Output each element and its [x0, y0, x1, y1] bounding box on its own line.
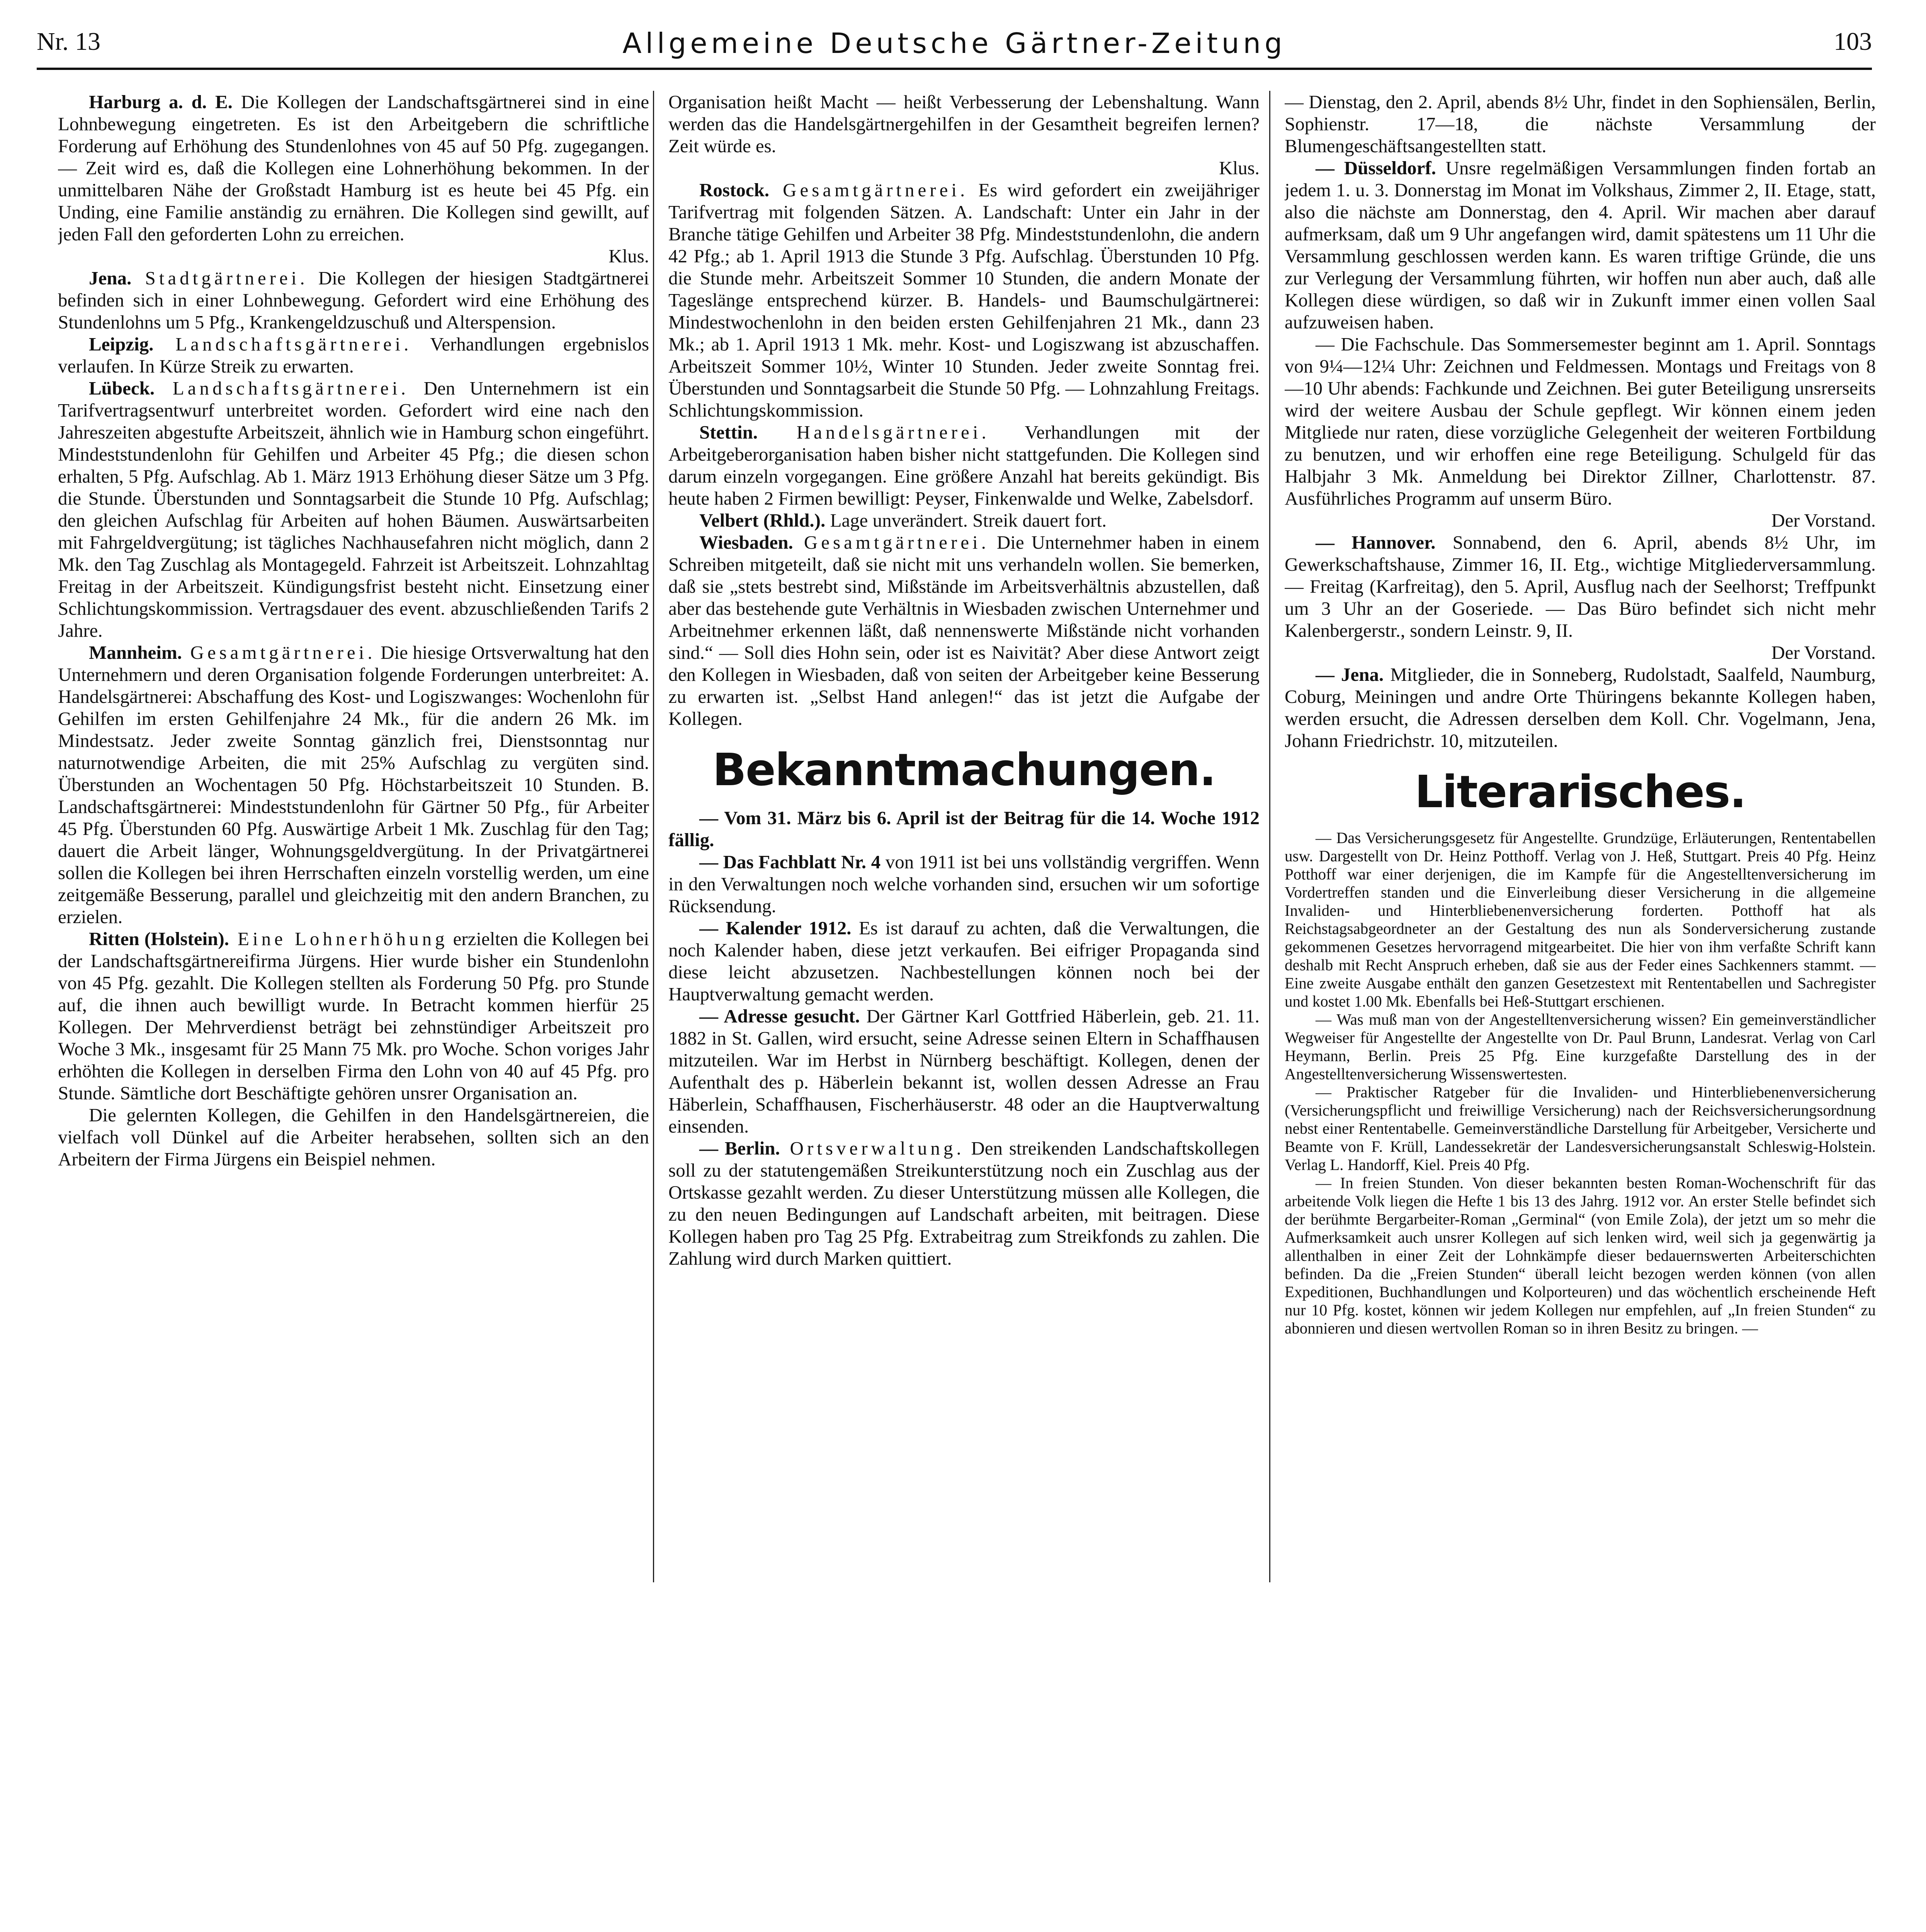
article-dateline: Mannheim.: [89, 642, 182, 663]
article-topic: Stadtgärtnerei.: [131, 267, 308, 289]
article-text: Die Unternehmer haben in einem Schreiben mitgeteilt, daß sie nicht mit uns verhandeln wollen. Sie bemerken, daß sie „stets bestrebt sind, Mißstände im Arbeitsverhältnis abzustellen, daß aber das bestehende gute Verhältnis in Wiesbaden zwischen Unternehmer und Arbeitnehmer erkennen läßt, daß nennenswerte Mißstände nicht vorhanden sind.“ — Soll dies Hohn sein, oder ist es Naivität? Aber diese Antwort zeigt den Kollegen in Wiesbaden, daß von seiten der Arbeitgeber keine Besserung zu erwarten ist. „Selbst Hand anlegen!“ das ist jetzt die Aufgabe der Kollegen.: [668, 532, 1260, 729]
article-text: Organisation heißt Macht — heißt Verbesserung der Lebenshaltung. Wann werden das die Handelsgärtnergehilfen in der Gesamtheit begreifen lernen? Zeit würde es.: [668, 91, 1260, 156]
column-3: [1285, 91, 1876, 1578]
article-text: — In freien Stunden. Von dieser bekannten besten Roman-Wochenschrift für das arbeitende Volk liegen die Hefte 1 bis 13 des Jahrg. 1912 vor. An erster Stelle befindet sich der berühmte Bergarbeiter-Roman „Germinal“ (von Emile Zola), der jetzt um so mehr die Aufmerksamkeit auch unsrer Kollegen auf sich lenken wird, weil sich ja gegenwärtig ja allenthalben in einer Zeit der Lohnkämpfe dieser bedauernswerten Arbeiterschichten befinden. Da die „Freien Stunden“ überall leicht bezogen werden können (von allen Expeditionen, Buchhandlungen und Kolporteuren) und das wöchentlich erscheinende Heft nur 10 Pfg. kostet, können wir jedem Kollegen nur empfehlen, auf „In freien Stunden“ zu abonnieren und diesen wertvollen Roman so in ihren Besitz zu bringen. —: [1285, 1174, 1876, 1337]
article-dateline: — Berlin.: [699, 1138, 780, 1159]
article-dateline: — Das Fachblatt Nr. 4: [699, 851, 881, 872]
article-dateline: — Kalender 1912.: [699, 917, 852, 939]
article-paragraph: [668, 509, 1260, 531]
newspaper-title: Allgemeine Deutsche Gärtner-Zeitung: [622, 27, 1286, 60]
column-1: [58, 91, 649, 1578]
column-3-articles: [1285, 91, 1876, 752]
article-dateline: Rostock.: [699, 179, 770, 201]
article-text: Der Gärtner Karl Gottfried Häberlein, geb. 21. 11. 1882 in St. Gallen, wird ersucht, seine Adresse seinen Eltern in Schaffhausen mitzuteilen. War im Herbst in Nürnberg beschäftigt. Kollegen, denen der Aufenthalt des p. Häberlein bekannt ist, wollen dessen Adresse an Frau Häberlein, Schaffhausen, Fischerhäuserstr. 48 oder an die Hauptverwaltung einsenden.: [668, 1005, 1260, 1137]
article-dateline: Velbert (Rhld.).: [699, 510, 826, 531]
article-dateline: — Düsseldorf.: [1316, 157, 1436, 179]
article-paragraph: [668, 531, 1260, 730]
article-paragraph: [668, 851, 1260, 917]
article-text: Die Kollegen der hiesigen Stadtgärtnerei befinden sich in einer Lohnbewegung. Gefordert wird eine Erhöhung des Stundenlohns um 5 Pfg., Krankengeldzuschuß und Alterspension.: [58, 267, 649, 333]
article-text: — Dienstag, den 2. April, abends 8½ Uhr, findet in den Sophiensälen, Berlin, Sophienstr. 17—18, die nächste Versammlung der Blumengeschäftsangestellten statt.: [1285, 91, 1876, 156]
article-paragraph: [1285, 91, 1876, 157]
article-dateline: — Adresse gesucht.: [699, 1005, 860, 1027]
article-paragraph: [58, 641, 649, 928]
article-dateline: — Jena.: [1316, 664, 1384, 685]
article-signature: Der Vorstand.: [1771, 510, 1876, 531]
article-topic: Gesamtgärtnerei.: [769, 179, 969, 201]
column-divider: [653, 91, 654, 1582]
article-dateline: Leipzig.: [89, 333, 154, 355]
article-topic: Eine Lohnerhöhung: [229, 928, 448, 949]
article-paragraph: [58, 267, 649, 333]
page-number: 103: [1834, 27, 1872, 56]
article-paragraph: [58, 1104, 649, 1170]
article-paragraph: [58, 91, 649, 245]
article-topic: Gesamtgärtnerei.: [793, 532, 989, 553]
article-text: Die Kollegen der Landschaftsgärtnerei sind in eine Lohnbewegung eingetreten. Es ist den Arbeitgebern die schriftliche Forderung auf Erhöhung des Stundenlohnes von 45 auf 50 Pfg. zugegangen. — Zeit wird es, daß die Kollegen eine Lohnerhöhung bekommen. In der unmittelbaren Nähe der Großstadt Hamburg ist es heute bei 45 Pfg. ein Unding, eine Familie anständig zu ernähren. Die Kollegen sind gewillt, auf jeden Fall den geforderten Lohn zu erreichen.: [58, 91, 649, 245]
article-dateline: Harburg a. d. E.: [89, 91, 233, 112]
article-text: Verhandlungen mit der Arbeitgeberorganisation haben bisher nicht stattgefunden. Die Kollegen sind darum einzeln vorgegangen. Eine größere Anzahl hat bereits gekündigt. Bis heute haben 2 Firmen bewilligt: Peyser, Finkenwalde und Welke, Zabelsdorf.: [668, 422, 1260, 509]
literarisches-list: [1285, 829, 1876, 1337]
article-text: Mitglieder, die in Sonneberg, Rudolstadt, Saalfeld, Naumburg, Coburg, Meiningen und andre Orte Thüringens bekannte Kollegen haben, werden ersucht, die Adressen derselben dem Koll. Chr. Vogelmann, Jena, Johann Friedrichstr. 10, mitzuteilen.: [1285, 664, 1876, 751]
column-divider: [1269, 91, 1270, 1582]
article-paragraph: [58, 377, 649, 641]
article-text: Verhandlungen ergebnislos verlaufen. In Kürze Streik zu erwarten.: [58, 333, 649, 377]
article-paragraph: [668, 179, 1260, 421]
article-paragraph: [58, 928, 649, 1104]
article-topic: Landschaftsgärtnerei.: [155, 378, 409, 399]
article-text: Die gelernten Kollegen, die Gehilfen in den Handelsgärtnereien, die vielfach voll Dünkel auf die Arbeiter herabsehen, sollten sich an den Arbeitern der Firma Jürgens ein Beispiel nehmen.: [58, 1104, 649, 1170]
article-paragraph: [668, 807, 1260, 851]
literarisches-heading: Literarisches.: [1414, 766, 1746, 818]
article-paragraph: [1285, 663, 1876, 752]
article-topic: Gesamtgärtnerei.: [182, 642, 376, 663]
article-paragraph: [1285, 333, 1876, 509]
article-paragraph: [668, 421, 1260, 509]
article-topic: Landschaftsgärtnerei.: [153, 333, 412, 355]
article-text: Es wird gefordert ein zweijähriger Tarifvertrag mit folgenden Sätzen. A. Landschaft: Unter ein Jahr in der Branche tätige Gehilfen und Arbeiter 38 Pfg. Mindeststundenlohn, die andern 42 Pfg.; ab 1. April 1913 die Stunde 3 Pfg. Aufschlag. Überstunden 10 Pfg. die Stunde mehr. Arbeitszeit Sommer 10 Stunden, die andern Monate der Tageslänge entsprechend kürzer. B. Handels- und Baumschulgärtnerei: Mindestwochenlohn in den beiden ersten Gehilfenjahren 21 Mk., dann 23 Mk.; ab 1. April 1913 1 Mk. mehr. Kost- und Logiszwang ist abzuschaffen. Arbeitszeit Sommer 10½, Winter 10 Stunden. Jeder zweite Sonntag frei. Überstunden und Sonntagsarbeit die Stunde 50 Pfg. — Lohnzahlung Freitags. Schlichtungskommission.: [668, 179, 1260, 421]
article-topic: Handelsgärtnerei.: [758, 422, 990, 443]
article-text: Unsre regelmäßigen Versammlungen finden fortab an jedem 1. u. 3. Donnerstag im Monat im Volkshaus, Zimmer 2, II. Etage, statt, also die nächste am Donnerstag, den 4. April. Wir machen aber darauf aufmerksam, daß um 9 Uhr angefangen wird, damit spätestens um 11 Uhr die Versammlung geschlossen werden kann. Es waren triftige Gründe, die uns zur Verlegung der Versammlung führten, wir hoffen nun aber auch, daß alle Kollegen diese würdigen, so daß wir in Zukunft immer einen vollen Saal aufzuweisen haben.: [1285, 157, 1876, 333]
article-text: — Das Versicherungsgesetz für Angestellte. Grundzüge, Erläuterungen, Rententabellen usw. Dargestellt von Dr. Heinz Potthoff. Verlag von J. Heß, Stuttgart. Preis 40 Pfg. Heinz Potthoff war einer derjenigen, die im Kampfe für die Angestelltenversicherung im Vordertreffen standen und die Einverleibung dieser Versicherung in die allgemeine Invaliden- und Hinterbliebenenversicherung forderten. Potthoff hat als Reichstagsabgeordneter an der Gestaltung des nun als Sonderversicherung zustande gekommenen Gesetzes hervorragend mitgearbeitet. Die hier von ihm verfaßte Schrift kann deshalb mit Recht Anspruch erheben, daß sie aus der Feder eines Sachkenners stammt. — Eine zweite Ausgabe enthält den ganzen Gesetzestext mit Rententabellen und Sachregister und kostet 1.00 Mk. Ebenfalls bei Heß-Stuttgart erschienen.: [1285, 829, 1876, 1010]
article-signature: Klus.: [1219, 157, 1260, 179]
article-paragraph: [1285, 1010, 1876, 1083]
bekanntmachungen-heading: Bekanntmachungen.: [712, 744, 1215, 796]
article-paragraph: [1285, 157, 1876, 333]
column-2: [668, 91, 1260, 1578]
article-paragraph: [1285, 1174, 1876, 1337]
article-dateline: Jena.: [89, 267, 132, 289]
article-dateline: — Hannover.: [1316, 532, 1436, 553]
article-text: Es ist darauf zu achten, daß die Verwaltungen, die noch Kalender haben, diese jetzt verkaufen. Bei eifriger Propaganda sind diese leicht abzusetzen. Nachbestellungen können noch bei der Hauptverwaltung gemacht werden.: [668, 917, 1260, 1005]
article-text: von 1911 ist bei uns vollständig vergriffen. Wenn in den Verwaltungen noch welche vorhanden sind, ersuchen wir um sofortige Rücksendung.: [668, 851, 1260, 917]
article-topic: Ortsverwaltung.: [780, 1138, 965, 1159]
article-dateline: Ritten (Holstein).: [89, 928, 229, 949]
article-paragraph: [1285, 829, 1876, 1010]
article-signature: Klus.: [609, 245, 649, 267]
article-paragraph: [668, 91, 1260, 157]
article-signature: Der Vorstand.: [1771, 642, 1876, 663]
article-text: — Die Fachschule. Das Sommersemester beginnt am 1. April. Sonntags von 9¼—12¼ Uhr: Zeichnen und Feldmessen. Montags und Freitags von 8—10 Uhr abends: Fachkunde und Zeichnen. Bei guter Beteiligung unsrerseits wird der weitere Ausbau der Schule gepflegt. Wir können einem jeden Mitgliede nur raten, diese vorzügliche Gelegenheit der weiteren Fortbildung zu benutzen, und wir erhoffen eine rege Beteiligung. Schulgeld für das Halbjahr 3 Mk. Anmeldung bei Direktor Zillner, Charlottenstr. 87. Ausführliches Programm auf unserm Büro.: [1285, 333, 1876, 509]
article-text: Den Unternehmern ist ein Tarifvertragsentwurf unterbreitet worden. Gefordert wird eine nach den Jahreszeiten abgestufte Arbeitszeit, ähnlich wie in Hamburg schon eingeführt. Mindeststundenlohn für Gehilfen und Arbeiter 45 Pfg.; die diesen schon erhalten, 5 Pfg. Aufschlag. Ab 1. März 1913 Erhöhung dieser Sätze um 3 Pfg. die Stunde. Überstunden und Sonntagsarbeit die Stunde 10 Pfg. Aufschlag; den gleichen Aufschlag für Arbeiten auf hohen Bäumen. Auswärtsarbeiten mit Fahrgeldvergütung; ist tägliches Nachhausefahren nicht möglich, dann 2 Mk. den Tag Zuschlag als Montagegeld. Fahrzeit ist Arbeitszeit. Lohnzahltag Freitag in der Arbeitszeit. Kündigungsfrist besteht nicht. Einsetzung einer Schlichtungskommission. Vertragsdauer des event. abzuschließenden Tarifs 2 Jahre.: [58, 378, 649, 641]
article-text: — Was muß man von der Angestelltenversicherung wissen? Ein gemeinverständlicher Wegweiser für Angestellte der Angestellte von Dr. Paul Brunn, Landesrat. Verlag von Carl Heymann, Berlin. Preis 25 Pfg. Eine kurzgefaßte Darstellung des in der Angestelltenversicherung Wissenswertesten.: [1285, 1010, 1876, 1083]
article-text: — Praktischer Ratgeber für die Invaliden- und Hinterbliebenenversicherung (Versicherungspflicht und freiwillige Versicherung) nach der Reichsversicherungsordnung nebst einer Rententabelle. Gemeinverständliche Darstellung für Arbeitgeber, Versicherte und Beamte von F. Krüll, Landessekretär der Landesversicherungsanstalt Schleswig-Holstein. Verlag L. Handorff, Kiel. Preis 40 Pfg.: [1285, 1083, 1876, 1173]
page-header: [37, 27, 1872, 62]
column-2-articles: [668, 91, 1260, 730]
article-paragraph: [668, 1137, 1260, 1269]
article-text: Sonnabend, den 6. April, abends 8½ Uhr, im Gewerkschaftshause, Zimmer 16, II. Etg., wichtige Mitgliederversammlung. — Freitag (Karfreitag), den 5. April, Ausflug nach der Seelhorst; Treffpunkt um 3 Uhr an der Goseriede. — Das Büro befindet sich nicht mehr Kalenbergerstr., sondern Leinstr. 9, II.: [1285, 532, 1876, 641]
article-paragraph: [1285, 1083, 1876, 1174]
bekanntmachungen-list: [668, 807, 1260, 1269]
article-text: Die hiesige Ortsverwaltung hat den Unternehmern und deren Organisation folgende Forderungen unterbreitet: A. Handelsgärtnerei: Abschaffung des Kost- und Logiszwanges: Wochenlohn für Gehilfen im ersten Gehilfenjahre 24 Mk., für die andern 26 Mk. im Mindestsatz. Jeder zweite Sonntag gänzlich frei, Dienstsonntag nur naturnotwendige Arbeiten, die mit 25% Aufschlag zu vergüten sind. Überstunden an Wochentagen 50 Pfg. Höchstarbeitszeit 10 Stunden. B. Landschaftsgärtnerei: Mindeststundenlohn für Gärtner 50 Pfg., für Arbeiter 45 Pfg. Überstunden 60 Pfg. Auswärtige Arbeit 1 Mk. Zuschlag für den Tag; dauert die Arbeit länger, Wohnungsgeldvergütung. In der Privatgärtnerei sollen die Kollegen bei ihren Herrschaften einzeln vorstellig werden, um eine zeitgemäße Besserung, parallel und gleichzeitig mit den andern Branchen, zu erzielen.: [58, 642, 649, 927]
article-text: Lage unverändert. Streik dauert fort.: [825, 510, 1107, 531]
article-dateline: Stettin.: [699, 422, 758, 443]
article-text: erzielten die Kollegen bei der Landschaftsgärtnereifirma Jürgens. Hier wurde bisher ein Stundenlohn von 45 Pfg. gezahlt. Die Kollegen stellten als Forderung 50 Pfg. pro Stunde auf, die ihnen auch bewilligt wurde. In Betracht kommen hierfür 25 Kollegen. Der Mehrverdienst beträgt bei zehnstündiger Arbeitszeit pro Woche 3 Mk., insgesamt für 25 Mann 75 Mk. pro Woche. Schon voriges Jahr erhöhten die Kollegen in derselben Firma den Lohn von 40 auf 45 Pfg. pro Stunde. Sämtliche dort Beschäftigte gehören unsrer Organisation an.: [58, 928, 649, 1104]
article-text: — Vom 31. März bis 6. April ist der Beitrag für die 14. Woche 1912 fällig.: [668, 807, 1260, 850]
issue-number: Nr. 13: [37, 27, 100, 56]
article-paragraph: [58, 333, 649, 377]
article-dateline: Wiesbaden.: [699, 532, 793, 553]
article-dateline: Lübeck.: [89, 378, 155, 399]
article-paragraph: [1285, 531, 1876, 641]
article-paragraph: [668, 917, 1260, 1005]
article-paragraph: [668, 1005, 1260, 1137]
header-rule: [37, 68, 1872, 70]
article-text: Den streikenden Landschaftskollegen soll zu der statutengemäßen Streikunterstützung noch ein Zuschlag aus der Ortskasse gezahlt werden. Zu dieser Unterstützung müssen alle Kollegen, die zu den neuen Bedingungen auf Landschaft arbeiten, mit beitragen. Diese Kollegen haben pro Tag 25 Pfg. Extrabeitrag zum Streikfonds zu zahlen. Die Zahlung wird durch Marken quittiert.: [668, 1138, 1260, 1269]
